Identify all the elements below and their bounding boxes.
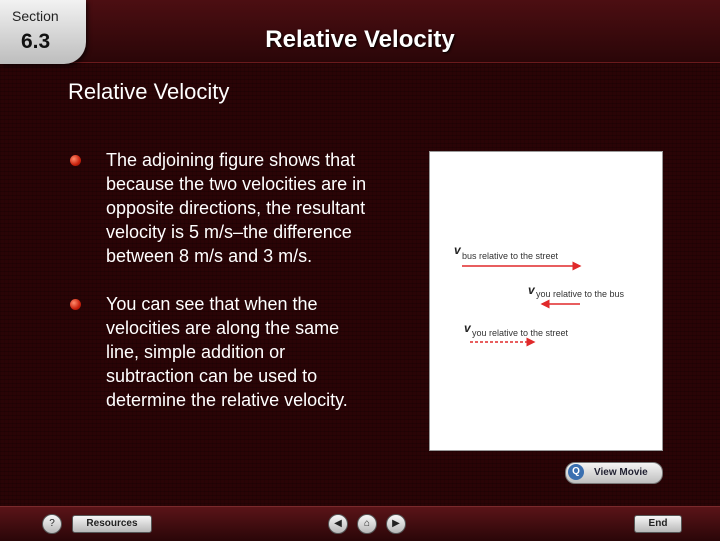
- view-movie-button[interactable]: [565, 462, 663, 484]
- velocity-figure: [429, 151, 663, 451]
- end-button[interactable]: End: [634, 515, 682, 533]
- vector-diagram: [430, 152, 662, 450]
- vector1-label: bus relative to the street: [462, 251, 559, 261]
- bullet-dot-icon: [70, 155, 81, 166]
- bullet-item: [70, 148, 370, 268]
- vector3-symbol: v: [464, 321, 471, 335]
- home-icon[interactable]: ⌂: [357, 514, 377, 534]
- vector3-label: you relative to the street: [472, 328, 569, 338]
- section-number: 6.3: [21, 30, 51, 53]
- bullet-text: The adjoining figure shows that because the two velocities are in opposite directions, the resultant velocity is 5 m/s–the difference between 8 m/s and 3 m/s.: [106, 150, 367, 266]
- bottom-nav-bar: [0, 506, 720, 541]
- bullet-dot-icon: [70, 299, 81, 310]
- bullet-text: You can see that when the velocities are along the same line, simple addition or subtraction can be used to determine the relative velocity.: [106, 294, 348, 410]
- quicktime-icon: Q: [568, 464, 584, 480]
- vector2-label: you relative to the bus: [536, 289, 625, 299]
- bullet-list: [70, 148, 370, 436]
- back-arrow-icon[interactable]: ◀: [328, 514, 348, 534]
- vector2-symbol: v: [528, 283, 535, 297]
- slide-title-container: [0, 26, 720, 54]
- vector1-symbol: v: [454, 243, 461, 257]
- slide-title: Relative Velocity: [265, 26, 455, 53]
- view-movie-label: View Movie: [594, 467, 648, 478]
- section-label: Section: [12, 8, 59, 24]
- bullet-item: [70, 292, 370, 412]
- forward-arrow-icon[interactable]: ▶: [386, 514, 406, 534]
- resources-button[interactable]: Resources: [72, 515, 152, 533]
- help-button[interactable]: ?: [42, 514, 62, 534]
- content-heading: Relative Velocity: [68, 79, 230, 104]
